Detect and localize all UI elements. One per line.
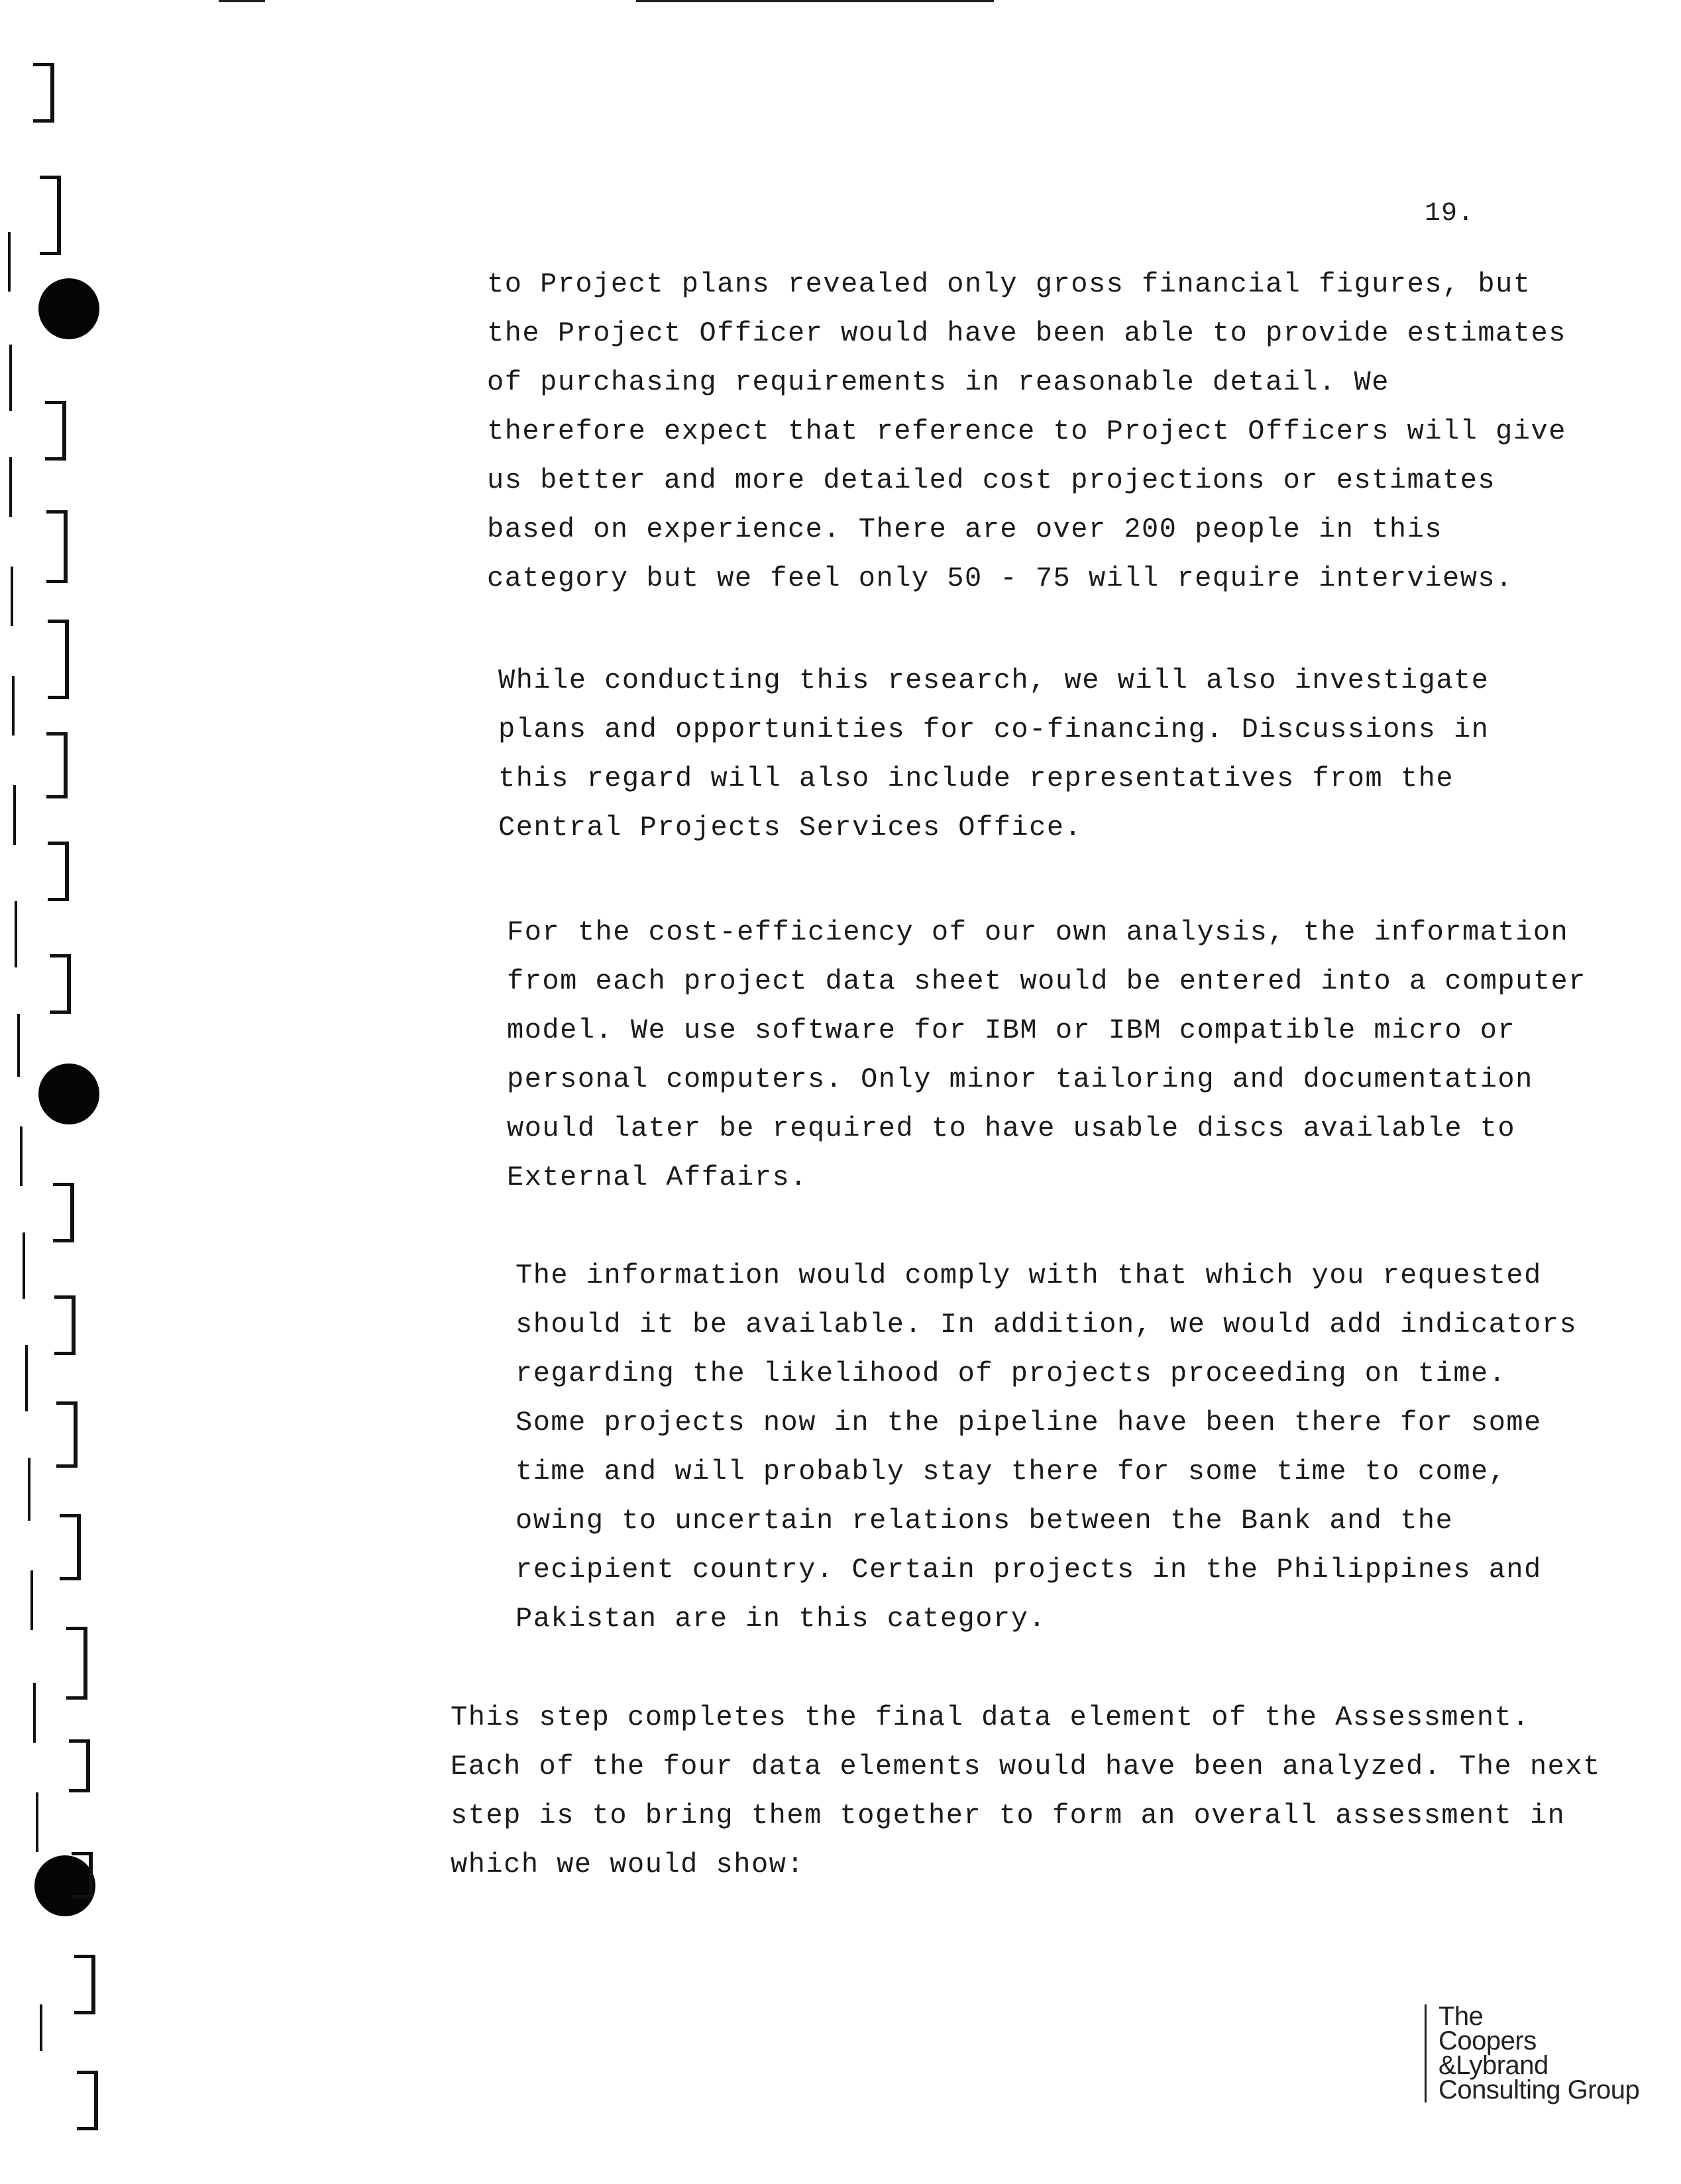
text-line: The information would comply with that which you requested bbox=[515, 1260, 1542, 1291]
paragraph-cost-efficiency bbox=[507, 908, 1586, 1202]
margin-tick bbox=[25, 1345, 28, 1411]
text-line: us better and more detailed cost projections or estimates bbox=[487, 464, 1496, 496]
page-number: 19. bbox=[1425, 199, 1475, 229]
binding-margin bbox=[0, 0, 119, 2184]
paragraph-final-data-element bbox=[451, 1693, 1601, 1889]
margin-tick bbox=[9, 457, 12, 517]
text-line: step is to bring them together to form an overall assessment in bbox=[451, 1800, 1566, 1831]
text-line: owing to uncertain relations between the Bank and the bbox=[515, 1505, 1454, 1537]
text-line: regarding the likelihood of projects proceeding on time. bbox=[515, 1358, 1507, 1390]
binder-bracket bbox=[53, 1183, 74, 1242]
logo-line: Consulting Group bbox=[1438, 2075, 1640, 2104]
binder-bracket bbox=[46, 732, 68, 798]
margin-tick bbox=[12, 676, 15, 736]
text-line: of purchasing requirements in reasonable detail. We bbox=[487, 366, 1389, 398]
text-line: Pakistan are in this category. bbox=[515, 1603, 1047, 1635]
paragraph-project-officers bbox=[487, 260, 1566, 603]
margin-tick bbox=[36, 1792, 38, 1852]
binder-bracket bbox=[56, 1401, 78, 1468]
text-line: recipient country. Certain projects in the Philippines and bbox=[515, 1554, 1542, 1586]
text-line: model. We use software for IBM or IBM compatible micro or bbox=[507, 1014, 1516, 1046]
text-line: which we would show: bbox=[451, 1849, 805, 1881]
margin-tick bbox=[30, 1570, 33, 1630]
binder-bracket bbox=[48, 620, 69, 699]
margin-tick bbox=[9, 345, 12, 411]
text-line: based on experience. There are over 200 people in this bbox=[487, 514, 1443, 545]
paragraph-co-financing bbox=[498, 656, 1489, 852]
logo-line: Coopers bbox=[1438, 2026, 1537, 2055]
punch-hole bbox=[38, 278, 99, 339]
text-line: personal computers. Only minor tailoring and documentation bbox=[507, 1064, 1533, 1095]
binder-bracket bbox=[54, 1295, 76, 1355]
margin-tick bbox=[28, 1458, 30, 1521]
margin-tick bbox=[11, 567, 13, 626]
margin-tick bbox=[13, 785, 16, 845]
top-edge-line bbox=[219, 0, 265, 2]
logo-line: &Lybrand bbox=[1438, 2051, 1548, 2080]
text-line: Central Projects Services Office. bbox=[498, 812, 1083, 844]
binder-bracket bbox=[66, 1627, 87, 1700]
binder-bracket bbox=[50, 954, 71, 1014]
text-line: Each of the four data elements would have been analyzed. The next bbox=[451, 1751, 1601, 1782]
text-line: would later be required to have usable discs available to bbox=[507, 1113, 1516, 1144]
binder-bracket bbox=[46, 510, 68, 583]
text-line: time and will probably stay there for some time to come, bbox=[515, 1456, 1507, 1488]
text-line: this regard will also include representatives from the bbox=[498, 763, 1454, 794]
binder-bracket bbox=[69, 1739, 90, 1792]
text-line: category but we feel only 50 - 75 will require interviews. bbox=[487, 563, 1513, 594]
text-line: External Affairs. bbox=[507, 1162, 808, 1193]
logo-line: The bbox=[1438, 2002, 1484, 2031]
margin-tick bbox=[40, 2004, 42, 2051]
top-edge-line bbox=[636, 0, 994, 2]
text-line: For the cost-efficiency of our own analysis, the information bbox=[507, 916, 1569, 948]
margin-tick bbox=[33, 1683, 36, 1743]
text-line: therefore expect that reference to Project Officers will give bbox=[487, 415, 1566, 447]
binder-bracket bbox=[72, 1852, 93, 1898]
binder-bracket bbox=[45, 401, 66, 461]
binder-bracket bbox=[33, 63, 54, 123]
punch-hole bbox=[38, 1064, 99, 1124]
text-line: should it be available. In addition, we would add indicators bbox=[515, 1309, 1578, 1340]
text-line: Some projects now in the pipeline have been there for some bbox=[515, 1407, 1542, 1439]
binder-bracket bbox=[74, 1955, 95, 2014]
text-line: the Project Officer would have been able to provide estimates bbox=[487, 317, 1566, 349]
margin-tick bbox=[20, 1126, 23, 1186]
paragraph-information-indicators bbox=[515, 1251, 1577, 1643]
margin-tick bbox=[15, 901, 17, 967]
binder-bracket bbox=[48, 842, 69, 901]
margin-tick bbox=[8, 232, 11, 292]
margin-tick bbox=[17, 1014, 20, 1077]
text-line: This step completes the final data element of the Assessment. bbox=[451, 1702, 1530, 1733]
text-line: While conducting this research, we will also investigate bbox=[498, 665, 1490, 696]
text-line: plans and opportunities for co-financing. Discussions in bbox=[498, 714, 1490, 745]
binder-bracket bbox=[77, 2071, 98, 2130]
text-line: to Project plans revealed only gross financial figures, but bbox=[487, 268, 1531, 300]
coopers-lybrand-logo bbox=[1425, 2004, 1639, 2102]
binder-bracket bbox=[60, 1514, 81, 1580]
margin-tick bbox=[23, 1232, 25, 1299]
binder-bracket bbox=[40, 176, 61, 255]
text-line: from each project data sheet would be entered into a computer bbox=[507, 965, 1586, 997]
